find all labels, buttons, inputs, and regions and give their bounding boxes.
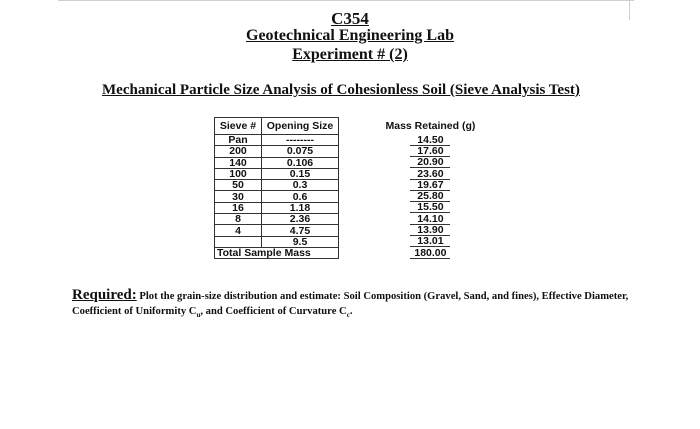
- sieve-table: [214, 117, 478, 259]
- opening-cell: --------: [262, 135, 339, 146]
- sieve-cell: 200: [215, 146, 262, 157]
- lab-title: Geotechnical Engineering Lab: [246, 27, 454, 44]
- table-row: [215, 202, 478, 213]
- header-sieve: Sieve #: [215, 118, 262, 135]
- experiment-title: Experiment # (2): [292, 46, 408, 63]
- total-label: Total Sample Mass: [215, 247, 339, 258]
- required-label: Required:: [72, 287, 137, 303]
- top-divider: [58, 0, 634, 1]
- sieve-cell: [215, 236, 262, 247]
- mass-cell: 13.01: [410, 236, 450, 247]
- required-text-2: , and Coefficient of Curvature C: [200, 306, 347, 317]
- sieve-cell: 140: [215, 157, 262, 168]
- mass-cell: 15.50: [410, 202, 450, 213]
- opening-cell: 0.3: [262, 180, 339, 191]
- mass-cell: 14.10: [410, 214, 450, 225]
- sieve-cell: 100: [215, 168, 262, 179]
- opening-cell: 2.36: [262, 214, 339, 225]
- sieve-cell: 50: [215, 180, 262, 191]
- sieve-cell: 30: [215, 191, 262, 202]
- required-paragraph: [72, 288, 652, 323]
- opening-cell: 0.6: [262, 191, 339, 202]
- sieve-cell: 8: [215, 214, 262, 225]
- total-row: [215, 247, 478, 258]
- mass-cell: 17.60: [410, 146, 450, 157]
- sieve-cell: 16: [215, 202, 262, 213]
- mass-cell: 13.90: [410, 225, 450, 236]
- table-row: [215, 168, 478, 179]
- opening-cell: 0.106: [262, 157, 339, 168]
- required-text-3: .: [349, 306, 353, 317]
- mass-cell: 20.90: [410, 157, 450, 168]
- table-row: [215, 236, 478, 247]
- opening-cell: 0.075: [262, 146, 339, 157]
- opening-cell: 4.75: [262, 225, 339, 236]
- test-title: Mechanical Particle Size Analysis of Cohesionless Soil (Sieve Analysis Test): [102, 82, 580, 98]
- mass-cell: 19.67: [410, 180, 450, 191]
- header-mass-retained: Mass Retained (g): [385, 120, 476, 132]
- course-code: C354: [331, 9, 369, 28]
- mass-cell: 25.80: [410, 191, 450, 202]
- opening-cell: 1.18: [262, 202, 339, 213]
- header-opening-size: Opening Size: [262, 118, 339, 135]
- table-header-row: [215, 118, 478, 135]
- opening-cell: 9.5: [262, 236, 339, 247]
- table-row: [215, 157, 478, 168]
- mass-cell: 23.60: [410, 169, 450, 180]
- total-value: 180.00: [410, 248, 450, 259]
- uniformity-subscript: u: [196, 311, 201, 320]
- required-text-1: Plot the grain-size distribution and estimate: Soil Composition (Gravel, Sand, and fines), Effective Diameter, Coefficient of Uniformity C: [72, 291, 629, 317]
- curvature-subscript: c: [346, 311, 350, 320]
- opening-cell: 0.15: [262, 168, 339, 179]
- sieve-cell: 4: [215, 225, 262, 236]
- mass-cell: 14.50: [410, 135, 450, 146]
- sieve-cell: Pan: [215, 135, 262, 146]
